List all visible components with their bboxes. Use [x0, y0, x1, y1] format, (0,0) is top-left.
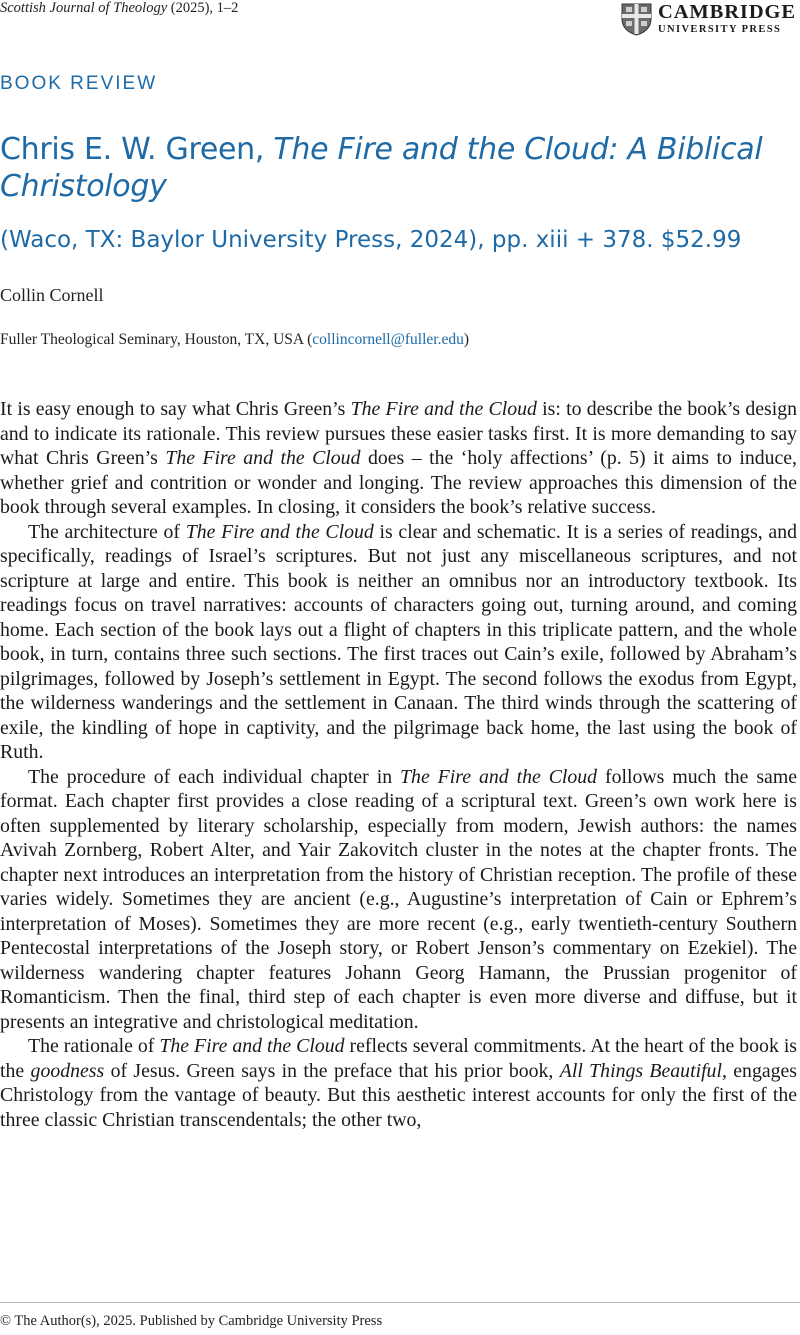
- text-run: It is easy enough to say what Chris Green’s: [0, 398, 351, 420]
- text-run: The rationale of: [28, 1035, 160, 1057]
- book-title: The Fire and the Cloud: [350, 398, 537, 420]
- title-book: The Fire and the Cloud: A Biblical Christology: [0, 132, 763, 204]
- text-run: follows much the same format. Each chapter first provides a close reading of a scriptural text. Green’s own work here is often supplemented by literary scholarship, especially from modern, Jewish authors: the names Avivah Zornberg, Robert Alter, and Yair Zakovitch cluster in the notes at the chapter fronts. The chapter next introduces an interpretation from the history of Christian reception. The profile of these varies widely. Sometimes they are ancient (e.g., Augustine’s interpretation of Cain or Ephrem’s interpretation of Moses). Sometimes they are more recent (e.g., early twentieth-century Southern Pentecostal interpretations of the Joseph story, or Robert Jenson’s commentary on Ezekiel). The wilderness wandering chapter features Johann Georg Hamann, the Prussian progenitor of Romanticism. Then the final, third step of each chapter is even more diverse and diffuse, but it presents an integrative and christological meditation.: [0, 765, 798, 1033]
- author-affiliation: [0, 331, 469, 349]
- paragraph: [0, 397, 797, 520]
- article-title: [0, 131, 795, 205]
- text-run: is: to describe the book’s design and to indicate its rationale. This review pursues these easier tasks first. It is more demanding to say what Chris Green’s: [0, 398, 797, 469]
- publisher-logo: [620, 0, 800, 38]
- book-title: The Fire and the Cloud: [165, 447, 361, 469]
- text-run: , engages Christology from the vantage of beauty. But this aesthetic interest accounts for only the first of the three classic Christian transcendentals; the other two,: [0, 1059, 797, 1131]
- affiliation-text: Fuller Theological Seminary, Houston, TX, USA (: [0, 331, 313, 348]
- email-link[interactable]: collincornell@fuller.edu: [312, 331, 464, 348]
- text-run: is clear and schematic. It is a series of readings, and specifically, readings of Israel’s scriptures. But not just any miscellaneous scriptures, and not scripture at large and entire. This book is neither an omnibus nor an introductory textbook. Its readings focus on travel narratives: accounts of characters going out, turning around, and coming home. Each section of the book lays out a flight of chapters in this triplicate pattern, and the whole book, in turn, contains three such sections. The first traces out Cain’s exile, followed by Abraham’s pilgrimages, followed by Joseph’s settlement in Egypt. The second follows the exodus from Egypt, the wilderness wanderings and the settlement in Canaan. The third winds through the scattering of exile, the kindling of hope in captivity, and the pilgrimage back home, the last using the book of Ruth.: [0, 520, 797, 763]
- text-run: of Jesus. Green says in the preface that his prior book,: [104, 1059, 560, 1082]
- journal-info: (2025), 1–2: [170, 0, 239, 16]
- copyright-footer: © The Author(s), 2025. Published by Cambridge University Press: [0, 1313, 383, 1329]
- affiliation-close: ): [463, 331, 470, 348]
- journal-header: [0, 0, 238, 17]
- title-prefix: Chris E. W. Green,: [0, 132, 274, 167]
- logo-subtitle: UNIVERSITY PRESS: [658, 24, 782, 35]
- review-body: [0, 397, 797, 1132]
- section-label: BOOK REVIEW: [0, 73, 158, 94]
- journal-name: Scottish Journal of Theology: [0, 0, 168, 16]
- shield-icon: [620, 2, 653, 36]
- text-run: The architecture of: [28, 520, 186, 543]
- book-title: All Things Beautiful: [559, 1059, 722, 1082]
- logo-wordmark: CAMBRIDGE: [658, 1, 796, 23]
- book-title: The Fire and the Cloud: [159, 1035, 345, 1057]
- footer-divider: [0, 1302, 800, 1303]
- paragraph: [0, 765, 797, 1035]
- text-run: does – the ‘holy affections’ (p. 5) it aims to induce, whether grief and contrition or wonder and longing. The review approaches this dimension of the book through several examples. In closing, it considers the book’s relative success.: [0, 447, 797, 518]
- text-run: The procedure of each individual chapter in: [28, 765, 401, 788]
- paragraph: [0, 520, 797, 765]
- publication-details: (Waco, TX: Baylor University Press, 2024), pp. xiii + 378. $52.99: [0, 227, 742, 253]
- author-name: Collin Cornell: [0, 285, 104, 305]
- text-run: reflects several commitments. At the heart of the book is the: [0, 1035, 798, 1082]
- book-title: The Fire and the Cloud: [185, 520, 374, 543]
- book-title: The Fire and the Cloud: [400, 765, 598, 788]
- paragraph: [0, 1034, 797, 1132]
- emphasis: goodness: [30, 1059, 105, 1082]
